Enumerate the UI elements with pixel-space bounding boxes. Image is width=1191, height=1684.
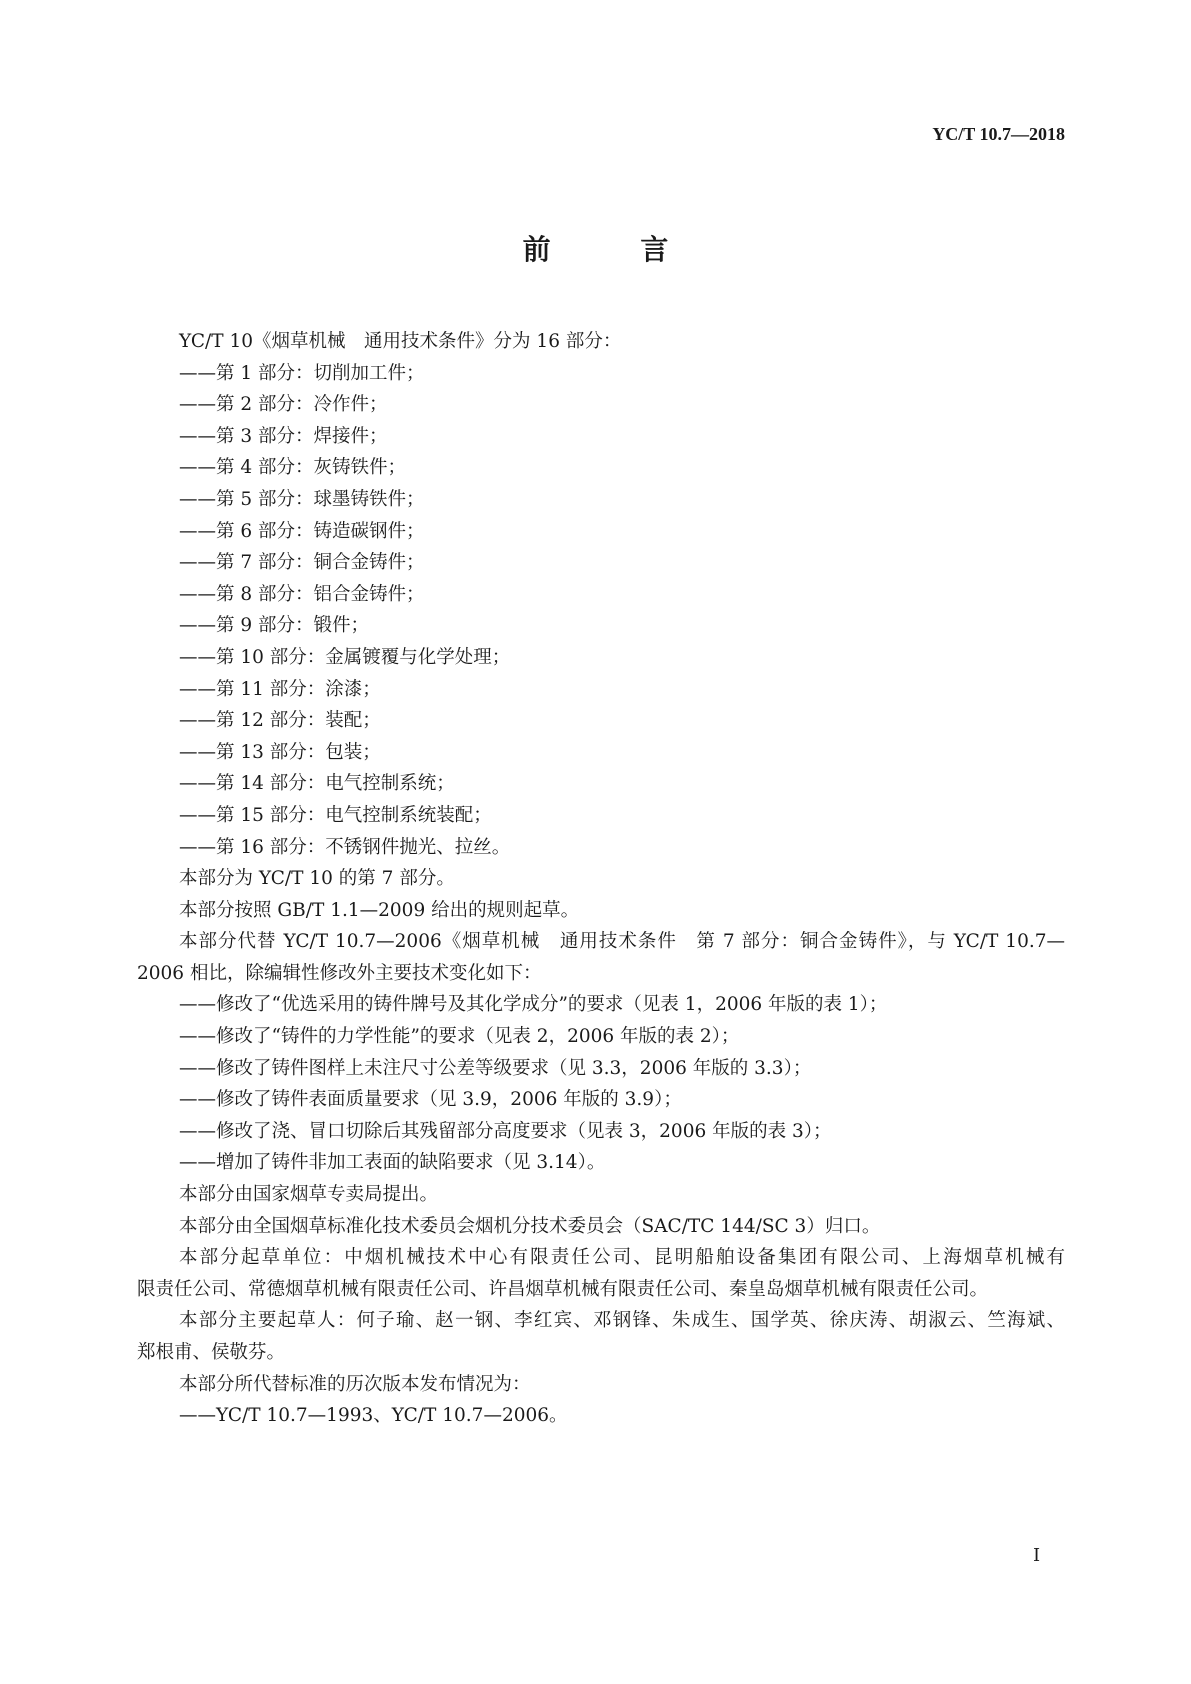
list-item: ——第 5 部分：球墨铸铁件； [179, 488, 425, 510]
list-item: ——修改了铸件表面质量要求（见 3.9，2006 年版的 3.9）； [179, 1089, 682, 1111]
page-number: I [1033, 1545, 1041, 1566]
list-item: ——第 12 部分：装配； [179, 710, 381, 732]
list-item: ——第 9 部分：锻件； [179, 615, 370, 637]
list-item: ——第 14 部分：电气控制系统； [179, 773, 455, 795]
paragraph-line: 2006 相比，除编辑性修改外主要技术变化如下： [137, 962, 542, 984]
list-item: ——YC/T 10.7—1993、YC/T 10.7—2006。 [179, 1405, 568, 1427]
list-item: ——第 3 部分：焊接件； [179, 425, 388, 447]
list-item: ——第 11 部分：涂漆； [179, 678, 381, 700]
list-item: ——第 4 部分：灰铸铁件； [179, 457, 407, 479]
paragraph-line: 本部分起草单位：中烟机械技术中心有限责任公司、昆明船舶设备集团有限公司、上海烟草机械有 [179, 1247, 1065, 1269]
list-item: ——修改了铸件图样上未注尺寸公差等级要求（见 3.3，2006 年版的 3.3）； [179, 1057, 812, 1079]
paragraph-line: 本部分所代替标准的历次版本发布情况为： [179, 1373, 531, 1395]
standard-number-header: YC/T 10.7—2018 [932, 124, 1065, 144]
paragraph-line: 本部分主要起草人：何子瑜、赵一钢、李红宾、邓钢锋、朱成生、国学英、徐庆涛、胡淑云、竺海斌、 [179, 1310, 1065, 1332]
page-title: 前 言 [522, 233, 709, 266]
list-item: ——修改了“优选采用的铸件牌号及其化学成分”的要求（见表 1，2006 年版的表 1）； [179, 994, 888, 1016]
list-item: ——第 1 部分：切削加工件； [179, 362, 425, 384]
list-item: ——修改了“铸件的力学性能”的要求（见表 2，2006 年版的表 2）； [179, 1026, 740, 1048]
paragraph-line: 郑根甫、侯敬芬。 [137, 1342, 286, 1363]
list-item: ——增加了铸件非加工表面的缺陷要求（见 3.14）。 [179, 1152, 606, 1174]
paragraph-line: 限责任公司、常德烟草机械有限责任公司、许昌烟草机械有限责任公司、秦皇岛烟草机械有限责任公司。 [137, 1278, 989, 1300]
paragraph-line: 本部分按照 GB/T 1.1—2009 给出的规则起草。 [179, 899, 580, 921]
paragraph-line: 本部分为 YC/T 10 的第 7 部分。 [179, 868, 455, 890]
foreword-body [137, 326, 1065, 1432]
list-item: ——第 8 部分：铝合金铸件； [179, 583, 425, 605]
paragraph-line: YC/T 10《烟草机械 通用技术条件》分为 16 部分： [179, 331, 622, 352]
list-item: ——第 15 部分：电气控制系统装配； [179, 804, 492, 826]
paragraph-line: 本部分由全国烟草标准化技术委员会烟机分技术委员会（SAC/TC 144/SC 3）归口。 [179, 1215, 881, 1237]
list-item: ——第 7 部分：铜合金铸件； [179, 552, 425, 574]
list-item: ——第 10 部分：金属镀覆与化学处理； [179, 646, 511, 668]
list-item: ——第 6 部分：铸造碳钢件； [179, 520, 425, 542]
paragraph-line: 本部分代替 YC/T 10.7—2006《烟草机械 通用技术条件 第 7 部分：铜合金铸件》，与 YC/T 10.7— [179, 931, 1065, 953]
paragraph-line: 本部分由国家烟草专卖局提出。 [179, 1184, 439, 1206]
list-item: ——修改了浇、冒口切除后其残留部分高度要求（见表 3，2006 年版的表 3）； [179, 1120, 832, 1142]
list-item: ——第 16 部分：不锈钢件抛光、拉丝。 [179, 836, 511, 858]
list-item: ——第 13 部分：包装； [179, 741, 381, 763]
list-item: ——第 2 部分：冷作件； [179, 394, 388, 416]
